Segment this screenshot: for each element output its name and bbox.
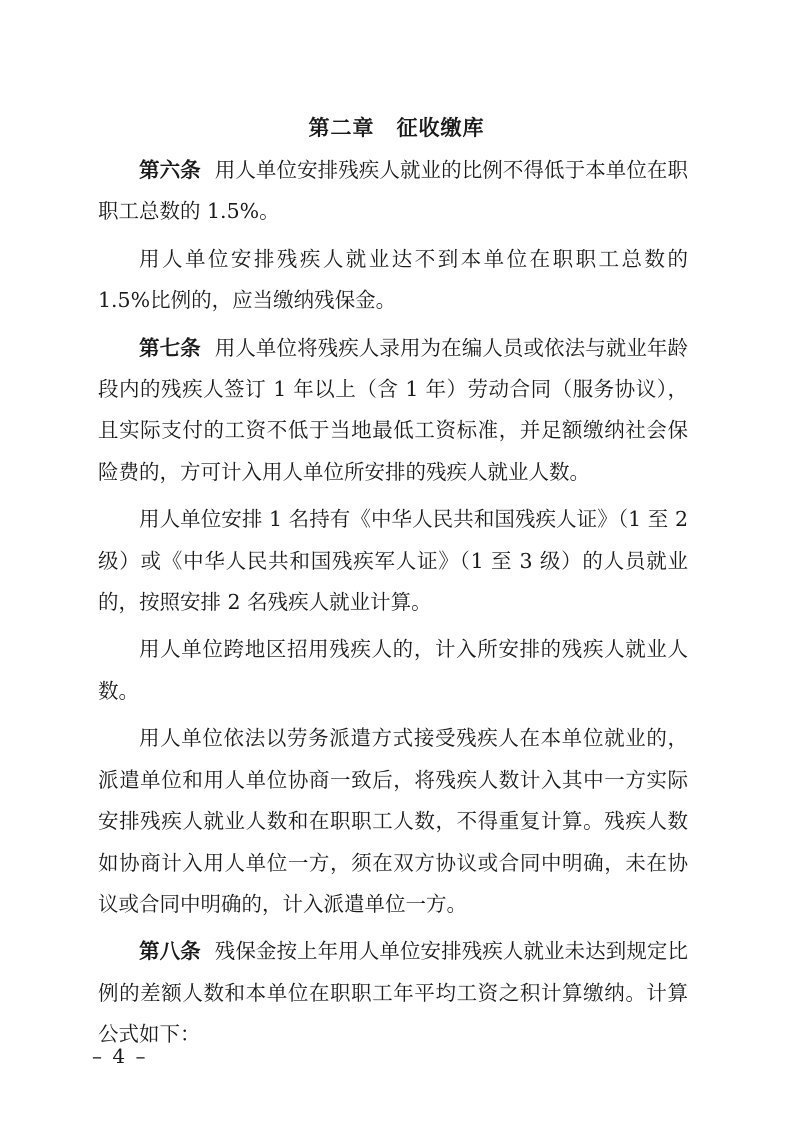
paragraph-text: 用人单位依法以劳务派遣方式接受残疾人在本单位就业的，派遣单位和用人单位协商一致后，将残疾人数计入其中一方实际安排残疾人就业人数和在职职工人数，不得重复计算。残疾人数如协商计入用人单位一方，须在双方协议或合同中明确，未在协议或合同中明确的，计入派遣单位一方。 [98, 726, 688, 916]
article-number: 第七条 [139, 335, 201, 360]
paragraph-article-8 [98, 931, 688, 1055]
paragraph-text: 用人单位跨地区招用残疾人的，计入所安排的残疾人就业人数。 [98, 637, 688, 703]
page-number: – 4 – [92, 1044, 148, 1068]
paragraph [98, 629, 688, 712]
paragraph [98, 499, 688, 623]
paragraph [98, 718, 688, 925]
paragraph-text: 用人单位安排残疾人就业的比例不得低于本单位在职职工总数的 1.5%。 [98, 158, 689, 224]
paragraph-text: 用人单位安排残疾人就业达不到本单位在职职工总数的 1.5%比例的，应当缴纳残保金。 [98, 246, 688, 313]
document-body [98, 150, 688, 1062]
paragraph-article-7 [98, 328, 688, 494]
paragraph-text: 用人单位安排 1 名持有《中华人民共和国残疾人证》（1 至 2 级）或《中华人民共和国残疾军人证》（1 至 3 级）的人员就业的，按照安排 2 名残疾人就业计算。 [98, 507, 688, 615]
article-number: 第六条 [139, 158, 201, 182]
chapter-title: 第二章 征收缴库 [308, 115, 485, 140]
paragraph-text: 残保金按上年用人单位安排残疾人就业未达到规定比例的差额人数和本单位在职职工年平均工资之积计算缴纳。计算公式如下： [98, 939, 689, 1047]
paragraph-text: 用人单位将残疾人录用为在编人员或依法与就业年龄段内的残疾人签订 1 年以上（含 1 年）劳动合同（服务协议），且实际支付的工资不低于当地最低工资标准，并足额缴纳社会保险费的，方可计入用人单位所安排的残疾人就业人数。 [98, 335, 689, 484]
article-number: 第八条 [139, 939, 201, 964]
paragraph [98, 239, 688, 322]
paragraph-article-6 [98, 150, 688, 233]
